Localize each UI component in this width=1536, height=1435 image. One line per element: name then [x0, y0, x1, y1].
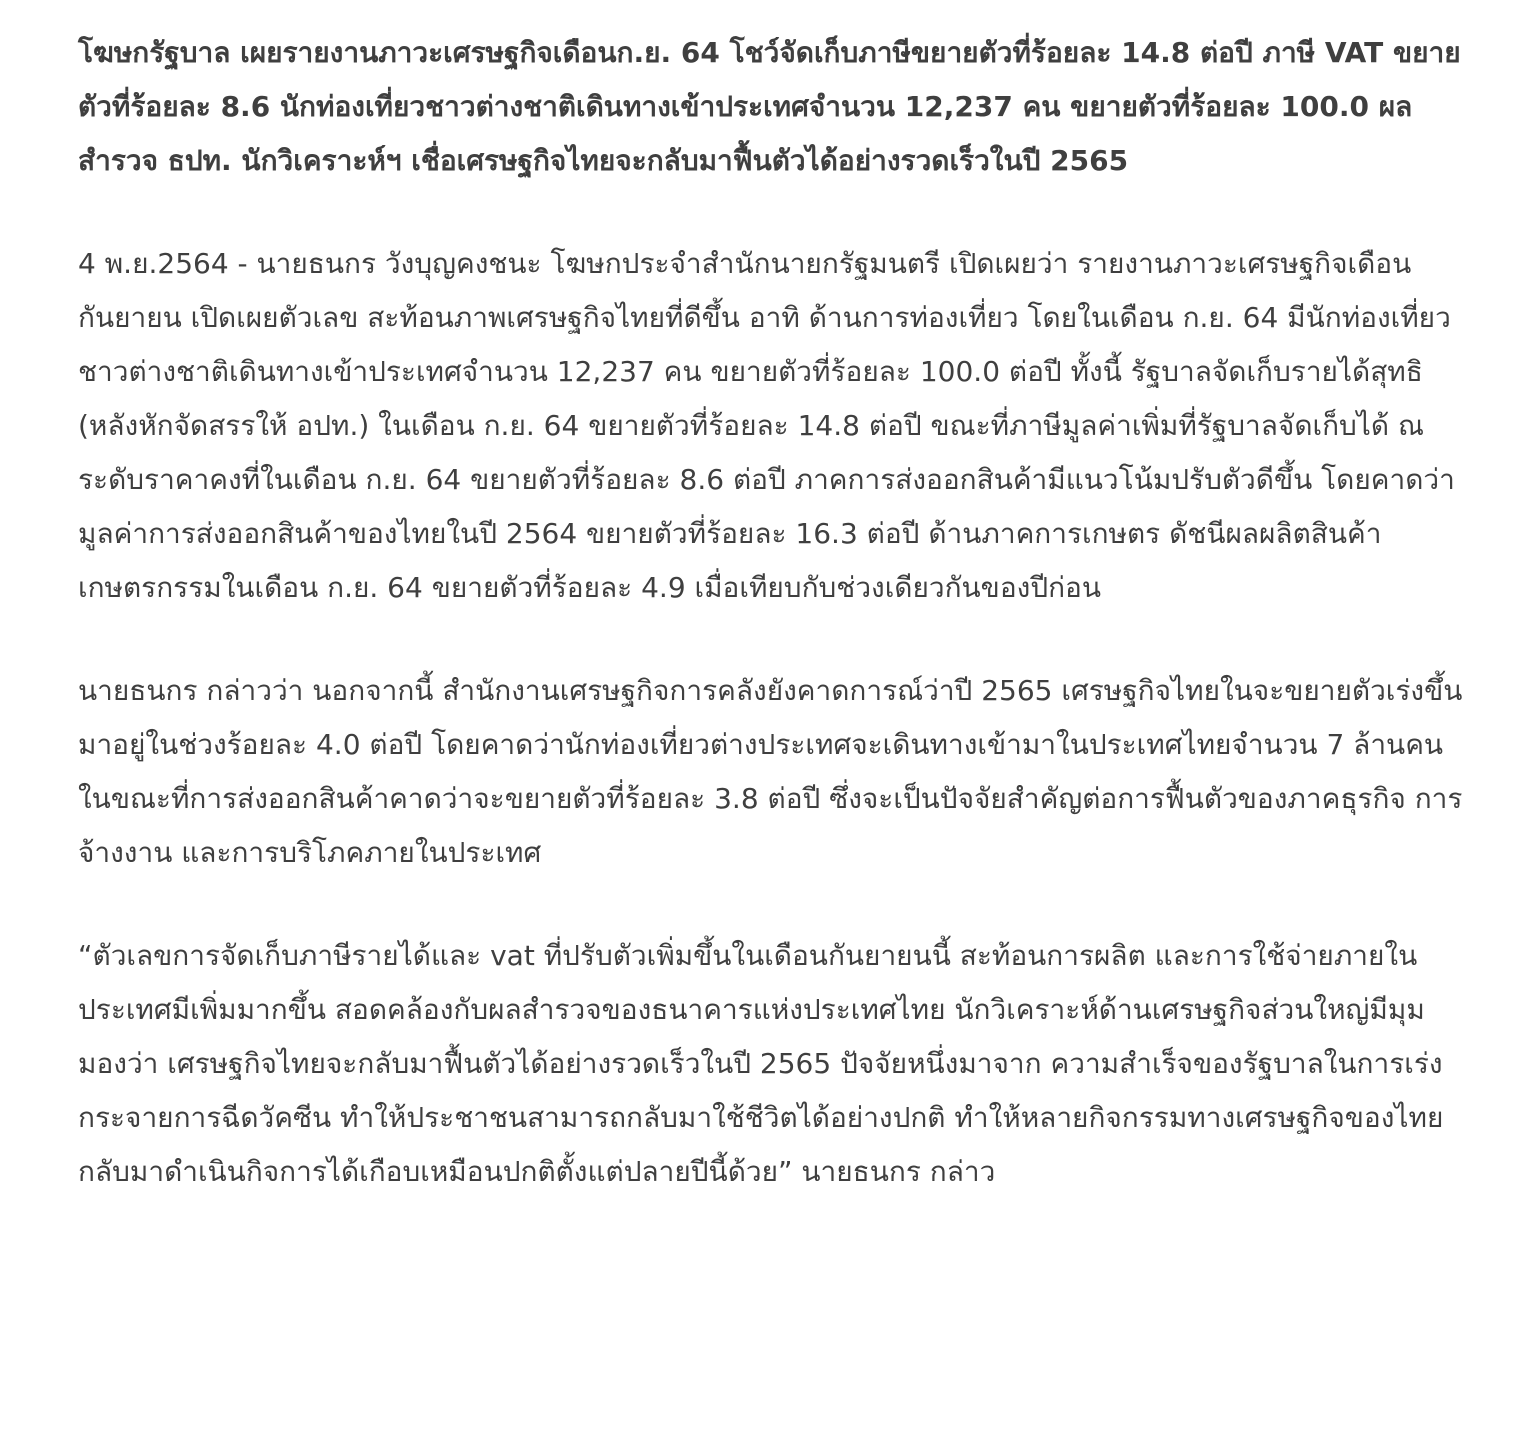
article-headline: โฆษกรัฐบาล เผยรายงานภาวะเศรษฐกิจเดือนก.ย. 64 โชว์จัดเก็บภาษีขยายตัวที่ร้อยละ 14.8 ต่อปี ภาษี VAT ขยายตัวที่ร้อยละ 8.6 นักท่องเที่ยวชาวต่างชาติเดินทางเข้าประเทศจำนวน 12,237 คน ขยายตัวที่ร้อยละ 100.0 ผลสำรวจ ธปท. นักวิเคราะห์ฯ เชื่อเศรษฐกิจไทยจะกลับมาฟื้นตัวได้อย่างรวดเร็วในปี 2565 — [78, 36, 1461, 177]
article-paragraph: “ตัวเลขการจัดเก็บภาษีรายได้และ vat ที่ปรับตัวเพิ่มขึ้นในเดือนกันยายนนี้ สะท้อนการผลิต และการใช้จ่ายภายในประเทศมีเพิ่มมากขึ้น สอดคล้องกับผลสำรวจของธนาคารแห่งประเทศไทย นักวิเคราะห์ด้านเศรษฐกิจส่วนใหญ่มีมุมมองว่า เศรษฐกิจไทยจะกลับมาฟื้นตัวได้อย่างรวดเร็วในปี 2565 ปัจจัยหนึ่งมาจาก ความสำเร็จของรัฐบาลในการเร่งกระจายการฉีดวัคซีน ทำให้ประชาชนสามารถกลับมาใช้ชีวิตได้อย่างปกติ ทำให้หลายกิจกรรมทางเศรษฐกิจของไทยกลับมาดำเนินกิจการได้เกือบเหมือนปกติตั้งแต่ปลายปีนี้ด้วย” นายธนกร กล่าว — [78, 939, 1444, 1188]
article-paragraph: นายธนกร กล่าวว่า นอกจากนี้ สำนักงานเศรษฐกิจการคลังยังคาดการณ์ว่าปี 2565 เศรษฐกิจไทยในจะขยายตัวเร่งขึ้นมาอยู่ในช่วงร้อยละ 4.0 ต่อปี โดยคาดว่านักท่องเที่ยวต่างประเทศจะเดินทางเข้ามาในประเทศไทยจำนวน 7 ล้านคน ในขณะที่การส่งออกสินค้าคาดว่าจะขยายตัวที่ร้อยละ 3.8 ต่อปี ซึ่งจะเป็นปัจจัยสำคัญต่อการฟื้นตัวของภาคธุรกิจ การจ้างงาน และการบริโภคภายในประเทศ — [78, 674, 1463, 869]
article-paragraph: 4 พ.ย.2564 - นายธนกร วังบุญคงชนะ โฆษกประจำสำนักนายกรัฐมนตรี เปิดเผยว่า รายงานภาวะเศรษฐกิจเดือนกันยายน เปิดเผยตัวเลข สะท้อนภาพเศรษฐกิจไทยที่ดีขึ้น อาทิ ด้านการท่องเที่ยว โดยในเดือน ก.ย. 64 มีนักท่องเที่ยวชาวต่างชาติเดินทางเข้าประเทศจำนวน 12,237 คน ขยายตัวที่ร้อยละ 100.0 ต่อปี ทั้งนี้ รัฐบาลจัดเก็บรายได้สุทธิ (หลังหักจัดสรรให้ อปท.) ในเดือน ก.ย. 64 ขยายตัวที่ร้อยละ 14.8 ต่อปี ขณะที่ภาษีมูลค่าเพิ่มที่รัฐบาลจัดเก็บได้ ณ ระดับราคาคงที่ในเดือน ก.ย. 64 ขยายตัวที่ร้อยละ 8.6 ต่อปี ภาคการส่งออกสินค้ามีแนวโน้มปรับตัวดีขึ้น โดยคาดว่ามูลค่าการส่งออกสินค้าของไทยในปี 2564 ขยายตัวที่ร้อยละ 16.3 ต่อปี ด้านภาคการเกษตร ดัชนีผลผลิตสินค้าเกษตรกรรมในเดือน ก.ย. 64 ขยายตัวที่ร้อยละ 4.9 เมื่อเทียบกับช่วงเดียวกันของปีก่อน — [78, 247, 1455, 604]
news-article — [78, 26, 1463, 1248]
